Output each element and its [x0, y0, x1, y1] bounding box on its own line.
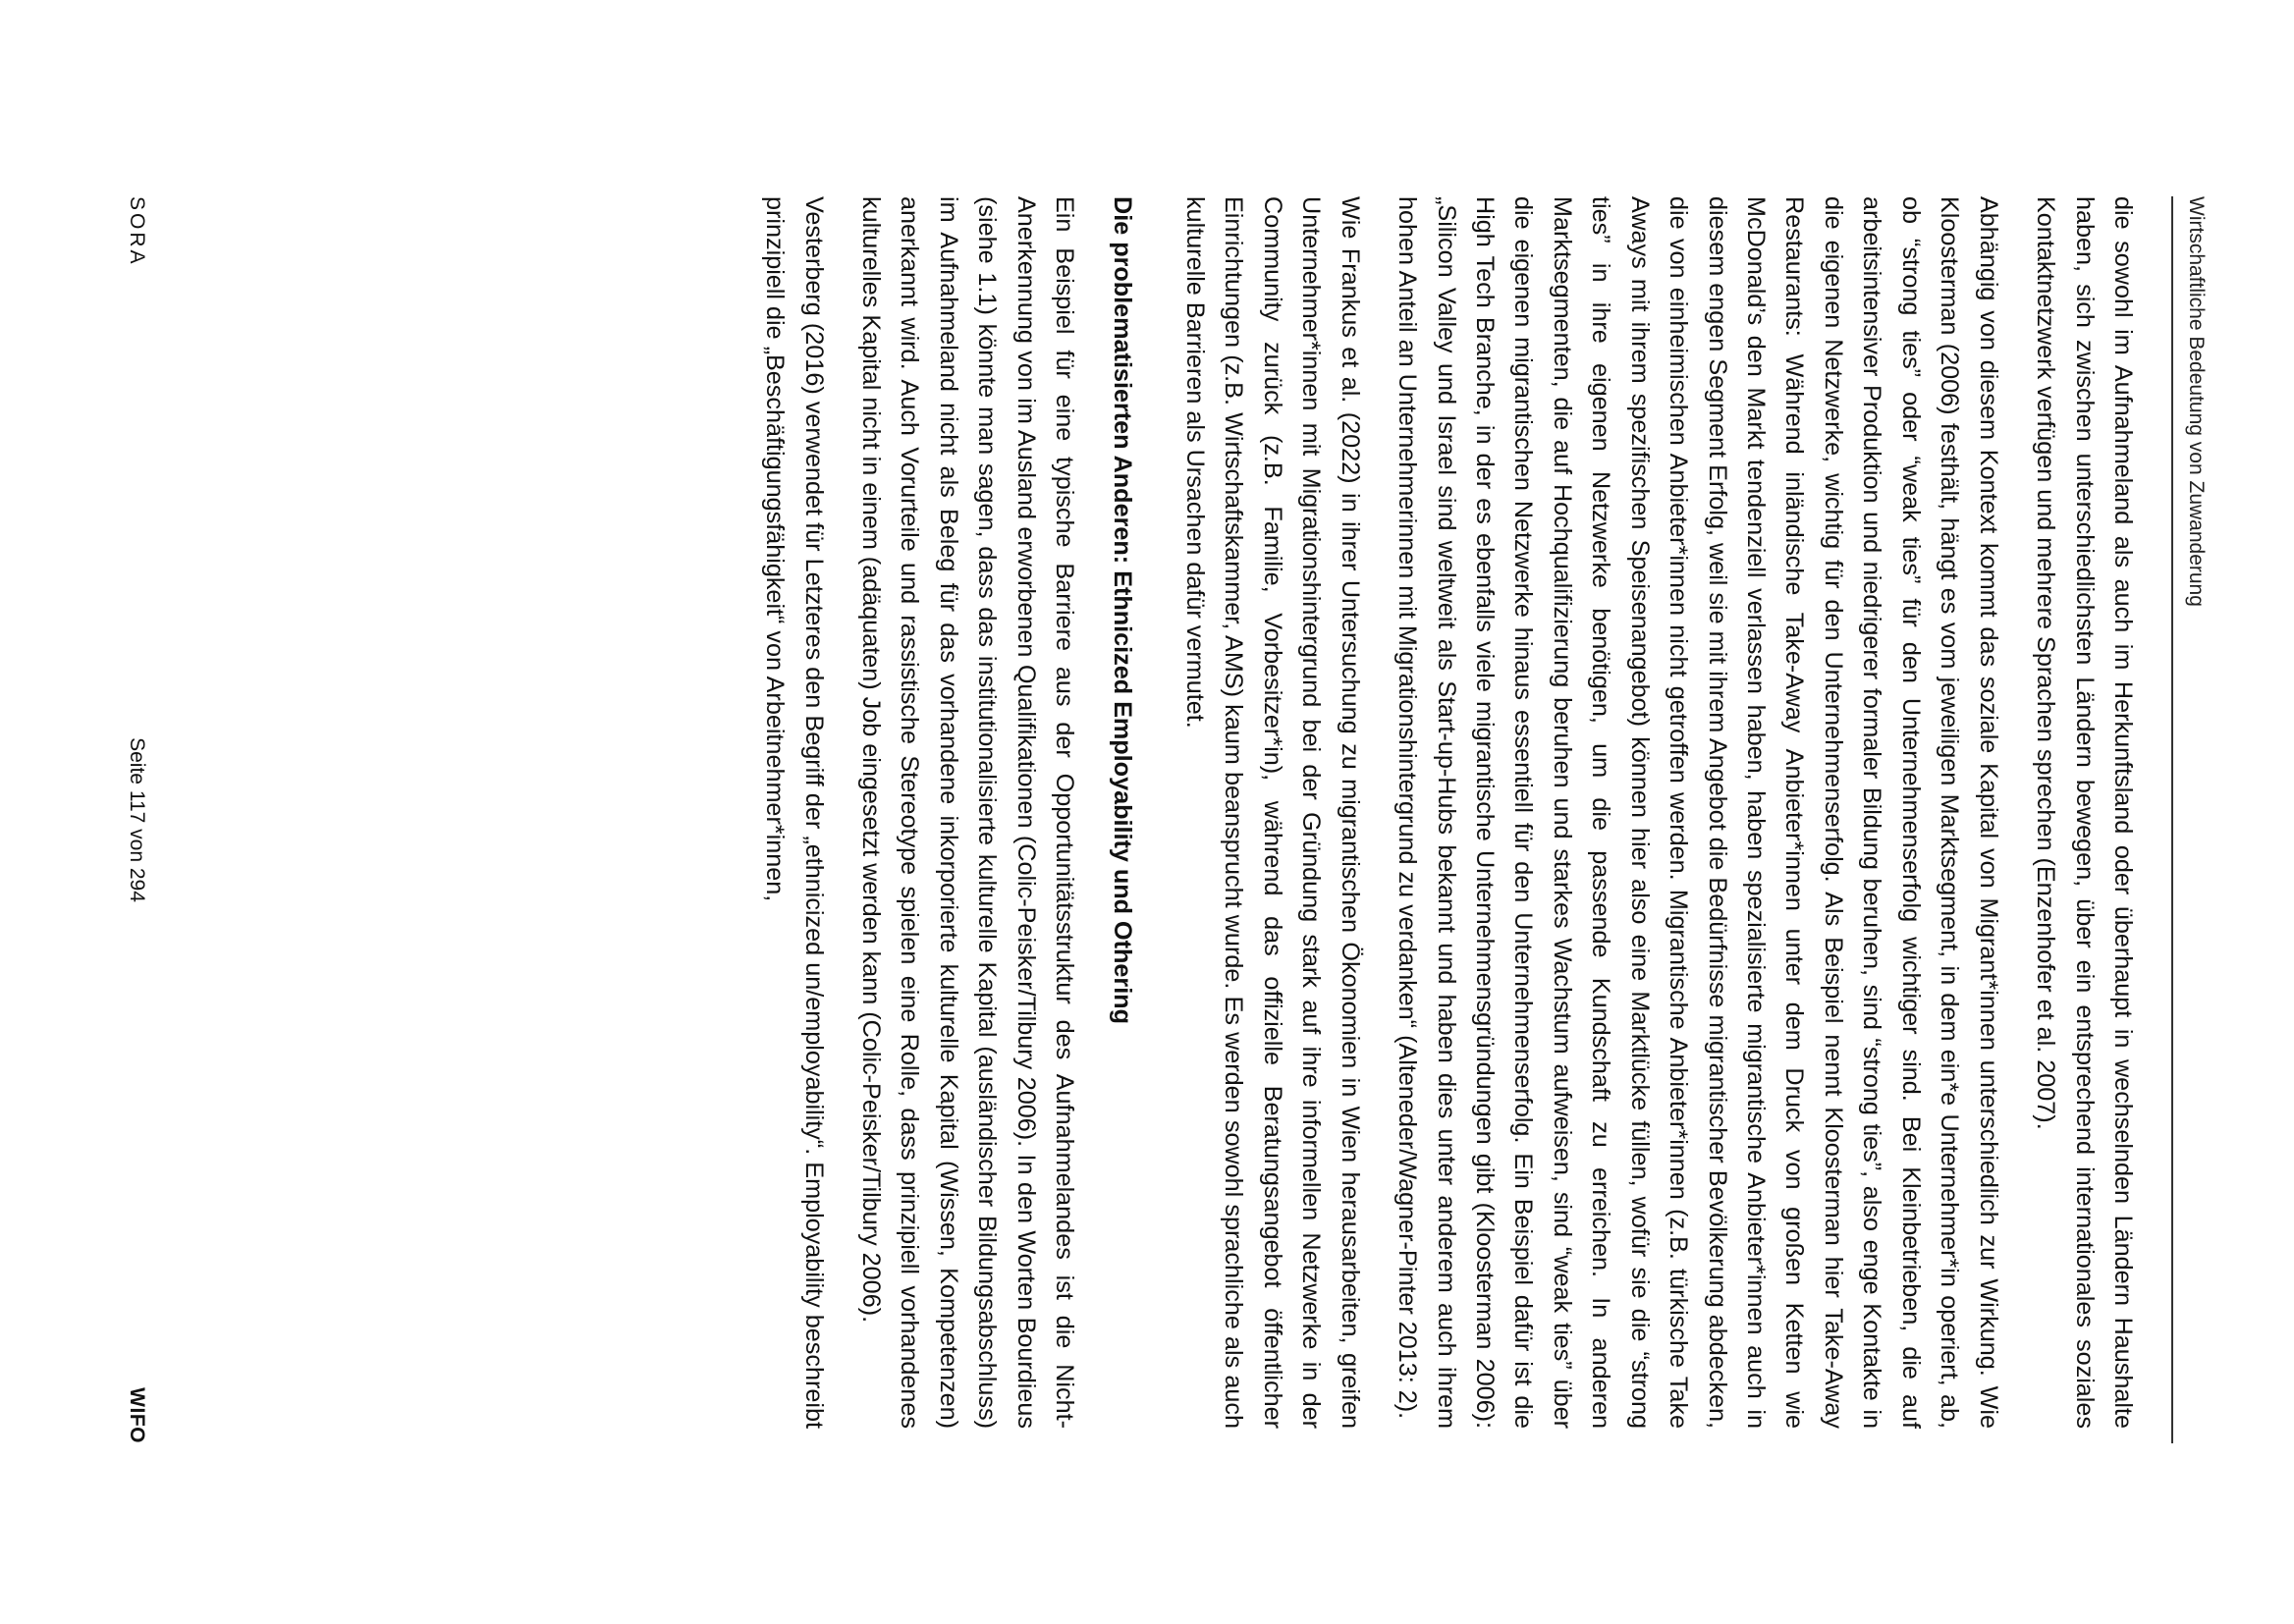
page-footer — [119, 196, 148, 1443]
footer-org-left: SORA — [126, 196, 148, 267]
body-paragraph: Abhängig von diesem Kontext kommt das soziale Kapital von Migrant*innen unterschiedlich zur Wirkung. Wie Kloosterman (2006) festhält, hängt es vom jeweiligen Marktsegment, in dem ein*e Unternehmer*in operiert, ab, ob “strong ties” oder “weak ties” für den Unternehmenserfolg wichtiger sind. Bei Kleinbetrieben, die auf arbeitsintensiver Produktion und niedrigerer formaler Bildung beruhen, sind “strong ties”, also enge Kontakte in die eigenen Netzwerke, wichtig für den Unternehmenserfolg. Als Beispiel nennt Kloosterman hier Take-Away Restaurants: Während inländische Take-Away Anbieter*innen unter dem Druck von großen Ketten wie McDonald’s den Markt tendenziell verlassen haben, haben spezialisierte migrantische Anbieter*innen auch in diesem engen Segment Erfolg, weil sie mit ihrem Angebot die Bedürfnisse migrantischer Bevölkerung abdecken, die von einheimischen Anbieter*innen nicht getroffen werden. Migrantische Anbieter*innen (z.B. türkische Take Aways mit ihrem spezifischen Speisenangebot) können hier also eine Marktlücke füllen, wofür sie die “strong ties” in ihre eigenen Netzwerke benötigen, um die passende Kundschaft zu erreichen. In anderen Marktsegmenten, die auf Hochqualifizierung beruhen und starkes Wachstum aufweisen, sind “weak ties” über die eigenen migrantischen Netzwerke hinaus essentiell für den Unternehmenserfolg. Ein Beispiel dafür ist die High Tech Branche, in der es ebenfalls viele migrantische Unternehmensgründungen gibt (Kloosterman 2006): „Silicon Valley und Israel sind weltweit als Start-up-Hubs bekannt und haben dies unter anderem auch ihrem hohen Anteil an Unternehmerinnen mit Migrationshintergrund zu verdanken“ (Alteneder/Wagner-Pinter 2013: 2). — [1393, 196, 2002, 1429]
section-heading: Die problematisierten Anderen: Ethnicized Employability und Othering — [1109, 196, 1137, 1024]
document-body — [737, 196, 2142, 1429]
body-paragraph: Ein Beispiel für eine typische Barriere aus der Opportunitätsstruktur des Aufnahmelandes ist die Nicht-Anerkennung von im Ausland erworbenen Qualifikationen (Colic-Peisker/Tilbury 2006). In den Worten Bourdieus (siehe 1.1) könnte man sagen, dass das institutionalisierte kulturelle Kapital (ausländischer Bildungsabschluss) im Aufnahmeland nicht als Beleg für das vorhandene inkorporierte kulturelle Kapital (Wissen, Kompetenzen) anerkannt wird. Auch Vorurteile und rassistische Stereotype spielen eine Rolle, dass prinzipiell vorhandenes kulturelles Kapital nicht in einem (adäquaten) Job eingesetzt werden kann (Colic-Peisker/Tilbury 2006). — [857, 196, 1079, 1429]
header-divider — [2171, 196, 2173, 1443]
footer-org-right: WIFO — [126, 1387, 148, 1443]
page-number: Seite 117 von 294 — [126, 737, 148, 902]
running-header: Wirtschaftliche Bedeutung von Zuwanderung — [2185, 196, 2208, 607]
body-paragraph: Vesterberg (2016) verwendet für Letzteres den Begriff der „ethnicized un/employability“. Employability beschreibt prinzipiell die „Beschäftigungsfähigkeit“ von Arbeitnehmer*innen, — [761, 196, 828, 1429]
body-paragraph: die sowohl im Aufnahmeland als auch im Herkunftsland oder überhaupt in wechselnden Ländern Haushalte haben, sich zwischen unterschiedlichsten Ländern bewegen, über ein entsprechend internationales soziales Kontaktnetzwerk verfügen und mehrere Sprachen sprechen (Enzenhofer et al. 2007). — [2032, 196, 2137, 1429]
body-paragraph: Wie Frankus et al. (2022) in ihrer Untersuchung zu migrantischen Ökonomien in Wien herausarbeiten, greifen Unternehmer*innen mit Migrationshintergrund bei der Gründung stark auf ihre informellen Netzwerke in der Community zurück (z.B. Familie, Vorbesitzer*in), während das offizielle Beratungsangebot öffentlicher Einrichtungen (z.B. Wirtschaftskammer, AMS) kaum beansprucht wurde. Es werden sowohl sprachliche als auch kulturelle Barrieren als Ursachen dafür vermutet. — [1180, 196, 1364, 1429]
